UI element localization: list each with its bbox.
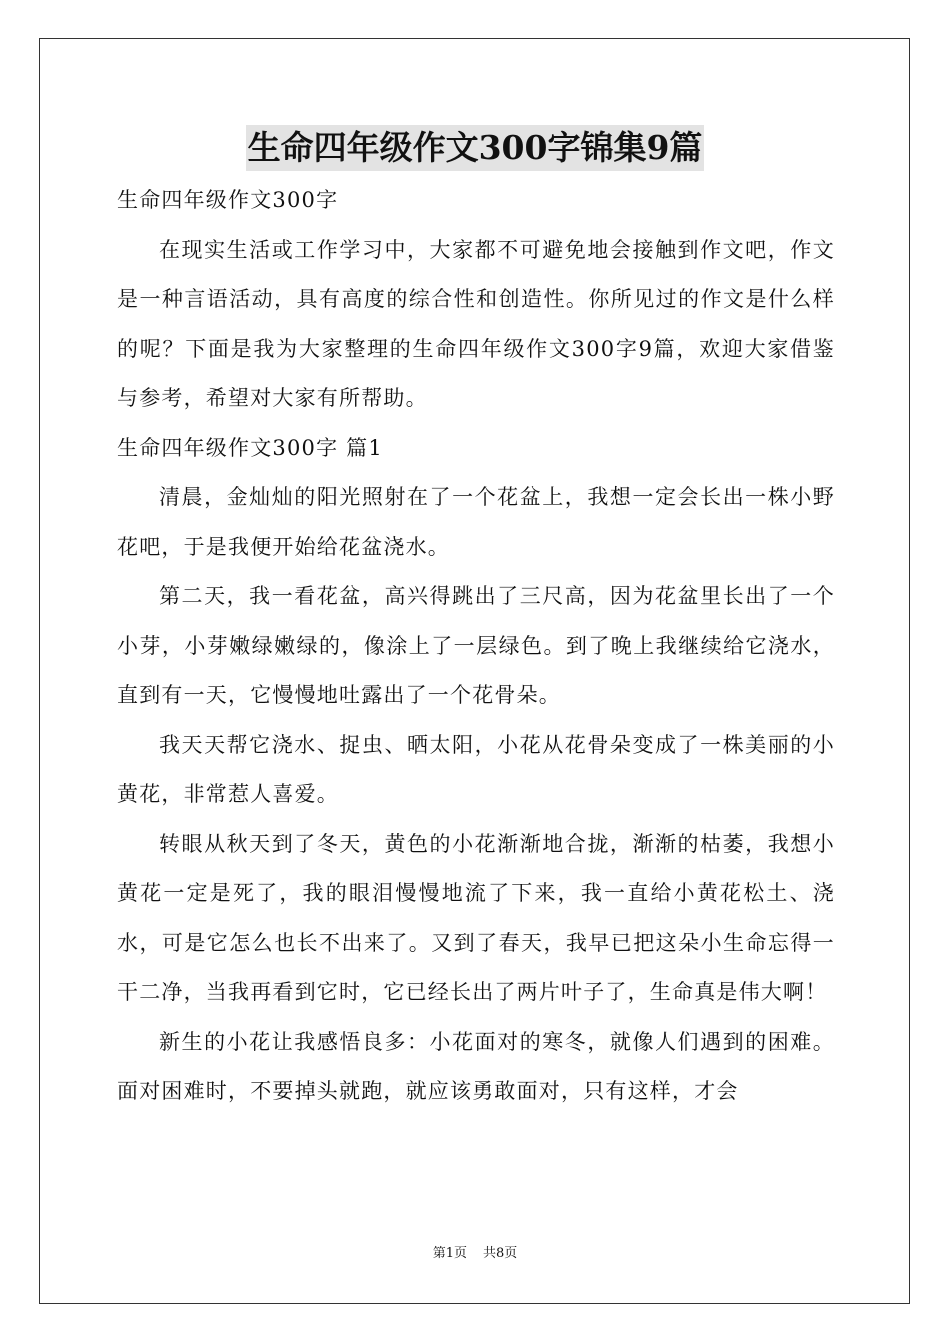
paragraph: 我天天帮它浇水、捉虫、晒太阳，小花从花骨朵变成了一株美丽的小黄花，非常惹人喜爱。 bbox=[117, 732, 835, 806]
paragraph-heading: 生命四年级作文300字 bbox=[117, 188, 339, 212]
paragraph: 新生的小花让我感悟良多：小花面对的寒冬，就像人们遇到的困难。面对困难时，不要掉头就跑，就应该勇敢面对，只有这样，才会 bbox=[117, 1029, 835, 1103]
document-body bbox=[117, 176, 835, 1117]
paragraph-intro: 在现实生活或工作学习中，大家都不可避免地会接触到作文吧，作文是一种言语活动，具有高度的综合性和创造性。你所见过的作文是什么样的呢？下面是我为大家整理的生命四年级作文300字9篇，欢迎大家借鉴与参考，希望对大家有所帮助。 bbox=[117, 237, 835, 410]
paragraph-section-heading: 生命四年级作文300字 篇1 bbox=[117, 435, 383, 460]
paragraph: 第二天，我一看花盆，高兴得跳出了三尺高，因为花盆里长出了一个小芽，小芽嫩绿嫩绿的，像涂上了一层绿色。到了晚上我继续给它浇水，直到有一天，它慢慢地吐露出了一个花骨朵。 bbox=[117, 584, 835, 707]
document-title: 生命四年级作文300字锦集9篇 bbox=[246, 125, 705, 171]
paragraph: 清晨，金灿灿的阳光照射在了一个花盆上，我想一定会长出一株小野花吧，于是我便开始给花盆浇水。 bbox=[117, 485, 835, 559]
page-total: 共8页 bbox=[483, 1246, 518, 1261]
paragraph: 转眼从秋天到了冬天，黄色的小花渐渐地合拢，渐渐的枯萎，我想小黄花一定是死了，我的眼泪慢慢地流了下来，我一直给小黄花松土、浇水，可是它怎么也长不出来了。又到了春天，我早已把这朵小生命忘得一干二净，当我再看到它时，它已经长出了两片叶子了，生命真是伟大啊！ bbox=[117, 831, 835, 1004]
title-container bbox=[0, 125, 950, 171]
page-footer bbox=[0, 1245, 950, 1263]
page-number: 第1页 bbox=[432, 1246, 467, 1261]
